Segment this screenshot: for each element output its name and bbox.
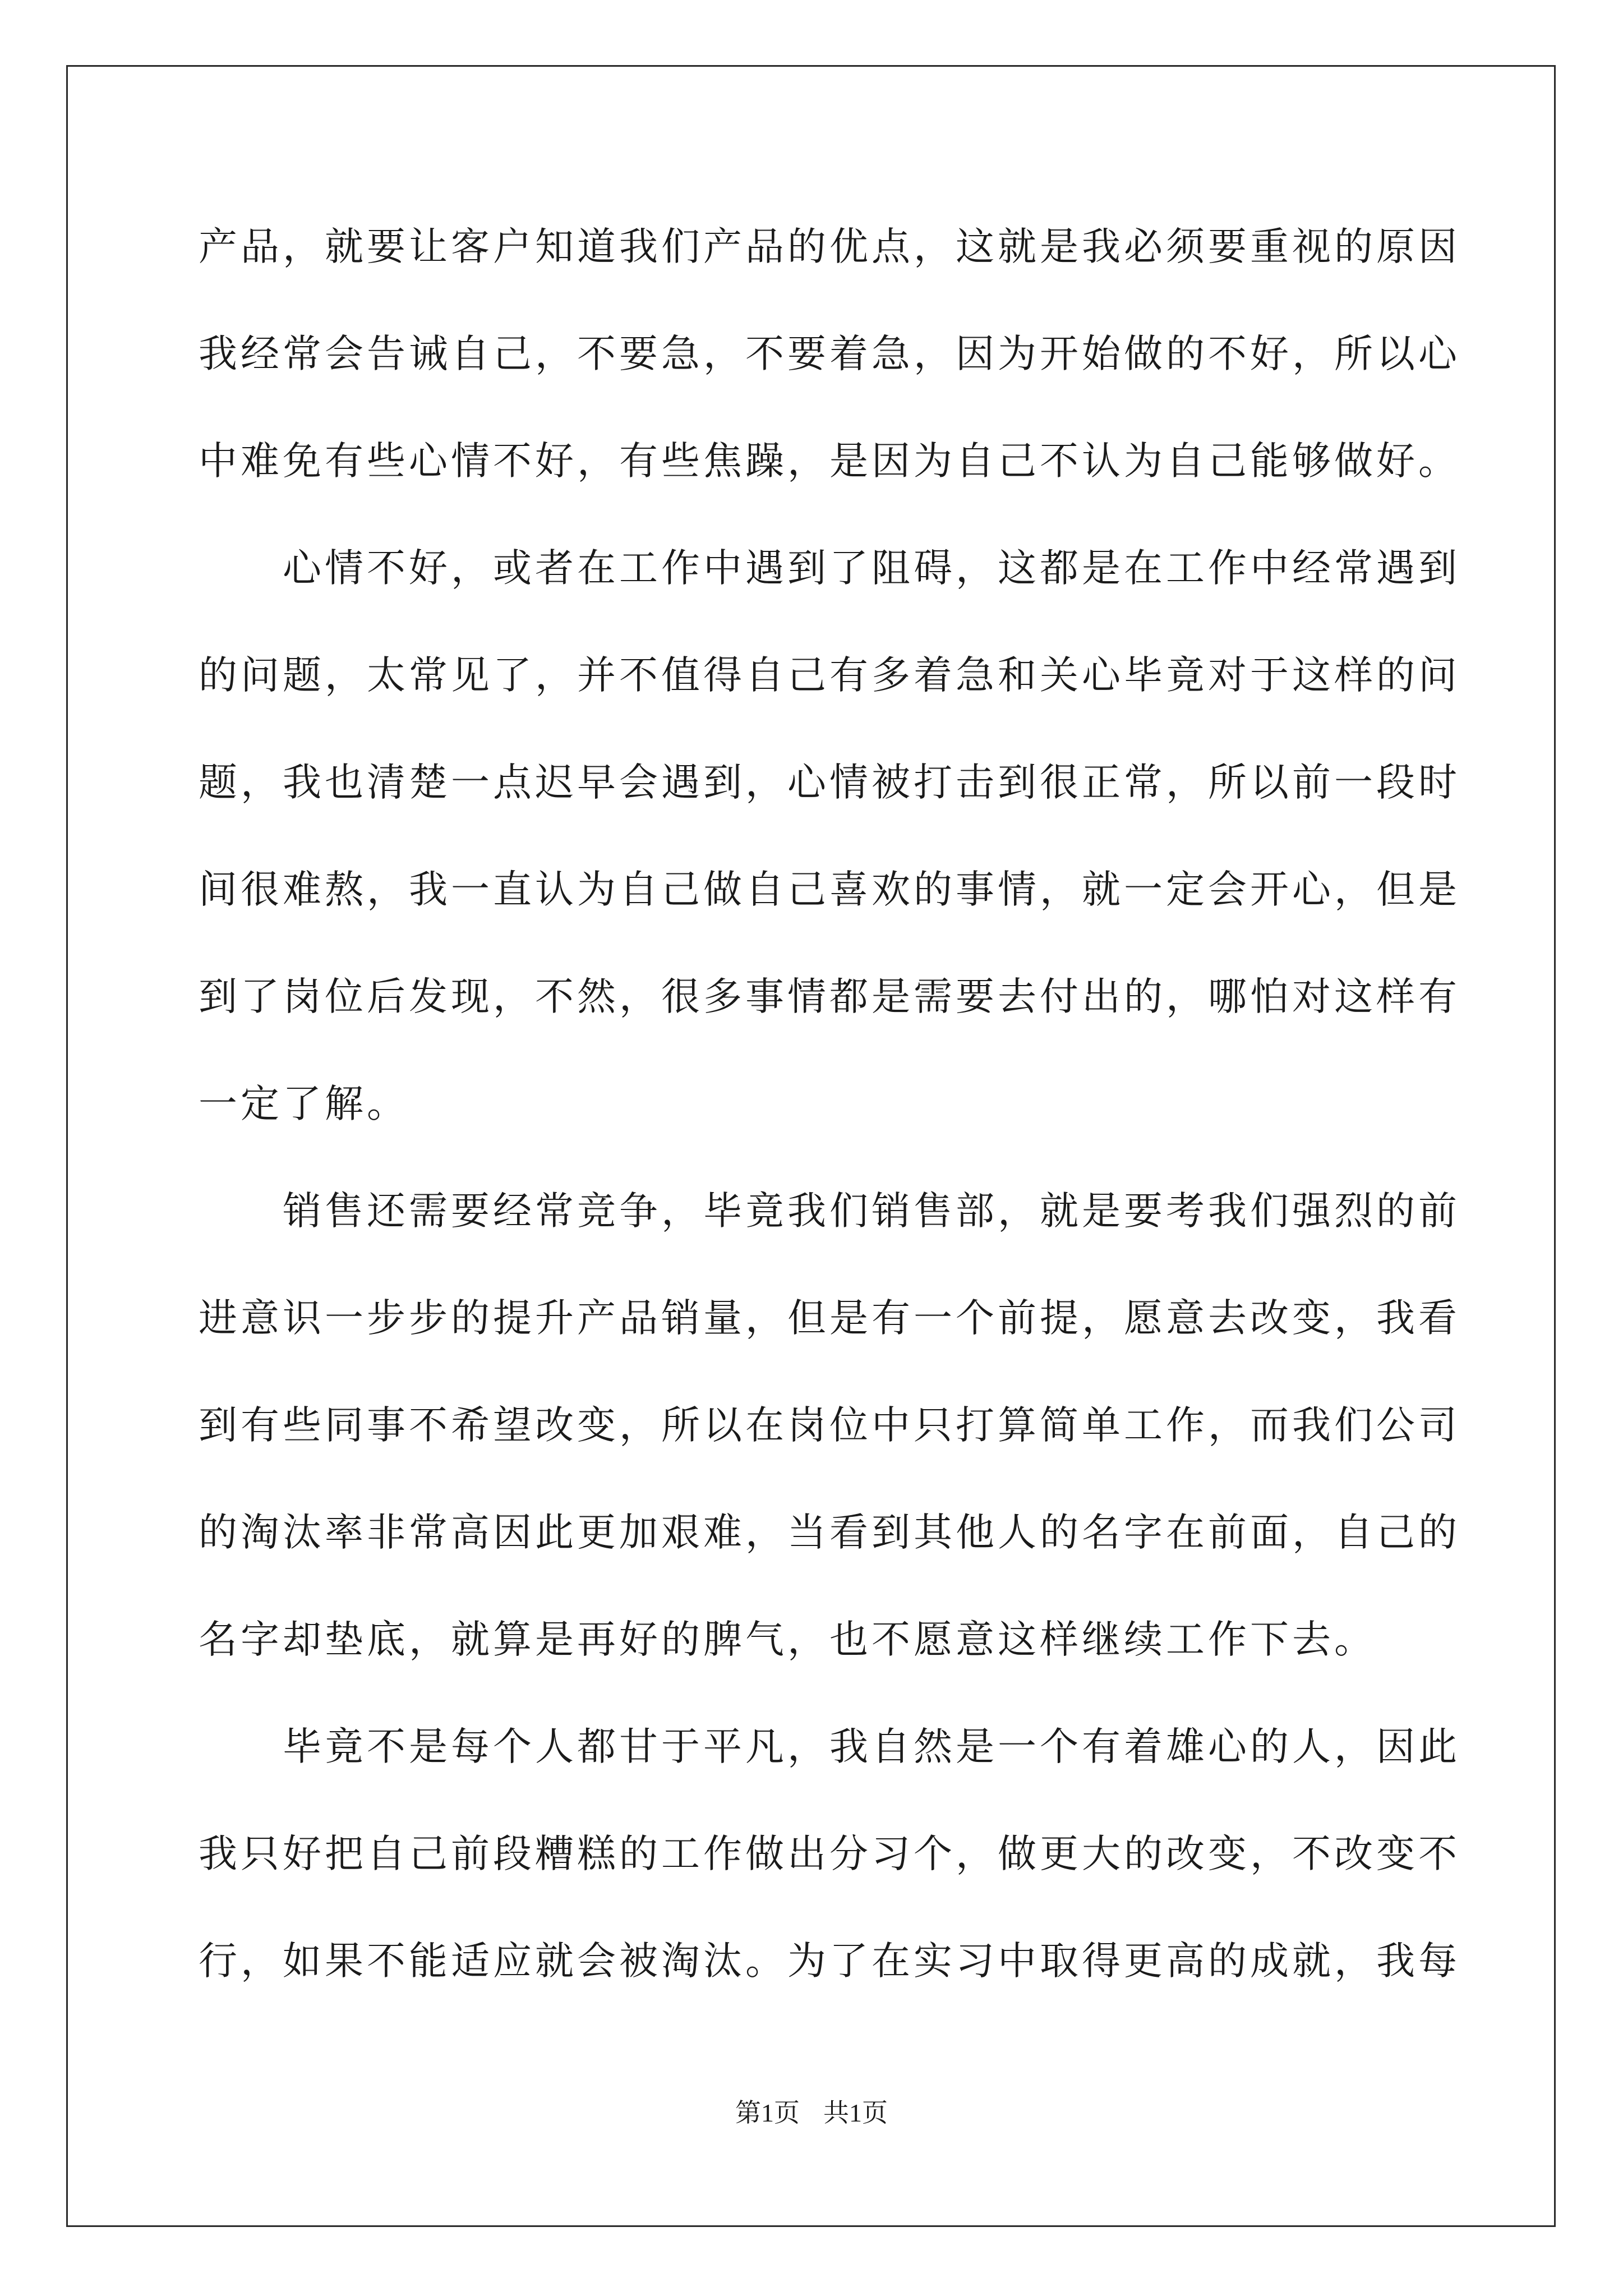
text-line: 中难免有些心情不好，有些焦躁，是因为自己不认为自己能够做好。 bbox=[199, 439, 1460, 484]
text-line: 题，我也清楚一点迟早会遇到，心情被打击到很正常，所以前一段时 bbox=[199, 760, 1460, 805]
text-line: 进意识一步步的提升产品销量，但是有一个前提，愿意去改变，我看 bbox=[199, 1296, 1460, 1341]
page-footer bbox=[0, 2096, 1623, 2130]
text-line: 产品，就要让客户知道我们产品的优点，这就是我必须要重视的原因 bbox=[199, 224, 1460, 269]
text-line: 间很难熬，我一直认为自己做自己喜欢的事情，就一定会开心，但是 bbox=[199, 867, 1460, 912]
text-line: 毕竟不是每个人都甘于平凡，我自然是一个有着雄心的人，因此 bbox=[199, 1724, 1460, 1769]
text-line: 名字却垫底，就算是再好的脾气，也不愿意这样继续工作下去。 bbox=[199, 1617, 1376, 1662]
page-border bbox=[66, 65, 1556, 2227]
text-line: 到有些同事不希望改变，所以在岗位中只打算简单工作，而我们公司 bbox=[199, 1403, 1460, 1448]
text-line: 心情不好，或者在工作中遇到了阻碍，这都是在工作中经常遇到 bbox=[199, 546, 1460, 591]
text-line: 销售还需要经常竞争，毕竟我们销售部，就是要考我们强烈的前 bbox=[199, 1189, 1460, 1234]
text-line: 一定了解。 bbox=[199, 1082, 409, 1126]
page-number-current: 第1页 bbox=[735, 2099, 800, 2127]
text-line: 的淘汰率非常高因此更加艰难，当看到其他人的名字在前面，自己的 bbox=[199, 1510, 1460, 1555]
text-line: 到了岗位后发现，不然，很多事情都是需要去付出的，哪怕对这样有 bbox=[199, 974, 1460, 1019]
text-line: 我只好把自己前段糟糕的工作做出分习个，做更大的改变，不改变不 bbox=[199, 1832, 1460, 1876]
text-line: 的问题，太常见了，并不值得自己有多着急和关心毕竟对于这样的问 bbox=[199, 653, 1460, 698]
text-line: 我经常会告诫自己，不要急，不要着急，因为开始做的不好，所以心 bbox=[199, 332, 1460, 376]
text-line: 行，如果不能适应就会被淘汰。为了在实习中取得更高的成就，我每 bbox=[199, 1939, 1460, 1984]
page-number-total: 共1页 bbox=[823, 2099, 888, 2127]
